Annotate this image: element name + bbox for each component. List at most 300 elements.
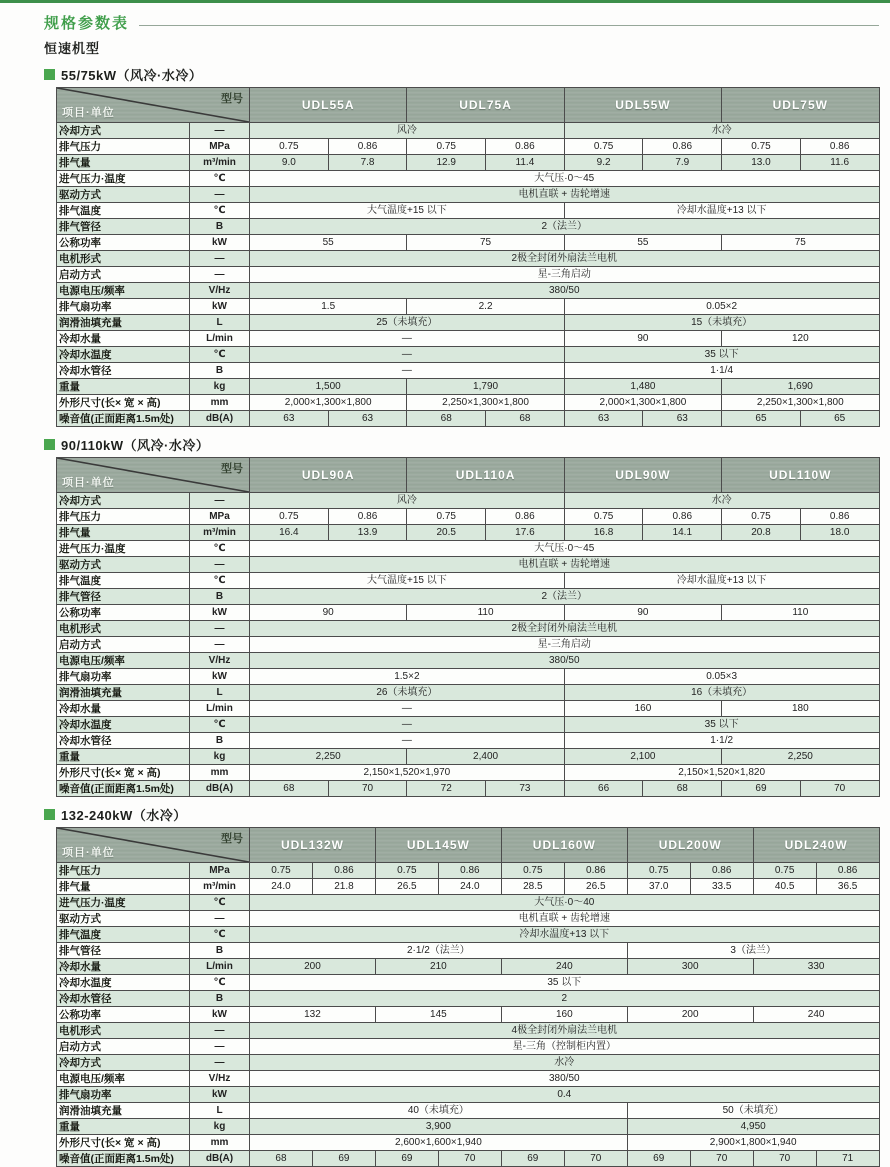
value-cell: 0.75 [250,509,329,525]
model-header-udl55w: UDL55W [564,88,721,123]
row-label: 外形尺寸(长× 宽 × 高) [57,765,190,781]
row-unit: — [190,1023,250,1039]
table-row [57,573,880,589]
model-header-udl90a: UDL90A [250,458,407,493]
value-cell: 65 [800,411,879,427]
row-unit: V/Hz [190,653,250,669]
table-row [57,557,880,573]
row-unit: mm [190,395,250,411]
model-header-udl200w: UDL200W [627,828,753,863]
value-cell: 63 [328,411,407,427]
table-row [57,235,880,251]
value-cell: 240 [753,1007,879,1023]
row-unit: MPa [190,139,250,155]
value-cell: 40（未填充） [250,1103,628,1119]
value-cell: 0.75 [564,139,643,155]
section-title-label: 132-240kW（水冷） [61,808,187,823]
row-label: 噪音值(正面距离1.5m处) [57,1151,190,1167]
value-cell: 11.6 [800,155,879,171]
value-cell: 大气温度+15 以下 [250,203,565,219]
row-label: 进气压力·温度 [57,541,190,557]
table-row [57,541,880,557]
value-cell: 0.86 [438,863,501,879]
row-unit: B [190,589,250,605]
table-row [57,525,880,541]
value-cell: 电机直联 + 齿轮增速 [250,557,880,573]
value-cell: 1,790 [407,379,564,395]
row-label: 启动方式 [57,637,190,653]
model-header-udl240w: UDL240W [753,828,879,863]
table-row [57,701,880,717]
value-cell: 28.5 [501,879,564,895]
row-unit: L/min [190,701,250,717]
row-label: 排气扇功率 [57,669,190,685]
table-row [57,653,880,669]
row-unit: kW [190,1007,250,1023]
value-cell: 90 [564,605,721,621]
table-row [57,347,880,363]
corner-label-item-unit: 项目·单位 [62,107,115,119]
value-cell: 2（法兰） [250,589,880,605]
table-row [57,1135,880,1151]
row-unit: L/min [190,331,250,347]
value-cell: 冷却水温度+13 以下 [250,927,880,943]
value-cell: 0.86 [816,863,879,879]
value-cell: 75 [407,235,564,251]
row-label: 电机形式 [57,251,190,267]
value-cell: 0.75 [250,139,329,155]
row-unit: L [190,1103,250,1119]
table-row [57,411,880,427]
spec-section-1 [44,65,879,427]
row-unit: ℃ [190,975,250,991]
value-cell: 2,000×1,300×1,800 [564,395,721,411]
value-cell: 0.05×2 [564,299,879,315]
model-header-udl132w: UDL132W [250,828,376,863]
row-label: 冷却水量 [57,701,190,717]
value-cell: 0.86 [643,509,722,525]
title-rule [139,25,879,26]
spec-section-2 [44,435,879,797]
value-cell: 4,950 [627,1119,879,1135]
value-cell: 132 [250,1007,376,1023]
row-label: 重量 [57,749,190,765]
table-row [57,1039,880,1055]
row-label: 冷却方式 [57,493,190,509]
table-row [57,203,880,219]
value-cell: 2,250×1,300×1,800 [722,395,879,411]
value-cell: 20.5 [407,525,486,541]
table-row [57,749,880,765]
value-cell: 0.86 [486,509,565,525]
table-row [57,509,880,525]
value-cell: 1.5×2 [250,669,565,685]
value-cell: 210 [375,959,501,975]
value-cell: 69 [312,1151,375,1167]
value-cell: 大气温度+15 以下 [250,573,565,589]
value-cell: 3（法兰） [627,943,879,959]
value-cell: 20.8 [722,525,801,541]
table-row [57,379,880,395]
value-cell: 1.5 [250,299,407,315]
value-cell: 0.75 [407,509,486,525]
value-cell: 1·1/2 [564,733,879,749]
value-cell: 0.86 [800,509,879,525]
table-row [57,927,880,943]
row-label: 排气温度 [57,927,190,943]
value-cell: 380/50 [250,283,880,299]
value-cell: 17.6 [486,525,565,541]
row-label: 公称功率 [57,235,190,251]
value-cell: 2,150×1,520×1,970 [250,765,565,781]
row-unit: — [190,267,250,283]
row-label: 冷却水量 [57,959,190,975]
table-row [57,589,880,605]
value-cell: 240 [501,959,627,975]
value-cell: 1,500 [250,379,407,395]
value-cell: 0.75 [375,863,438,879]
row-label: 排气扇功率 [57,299,190,315]
value-cell: 0.75 [564,509,643,525]
value-cell: 380/50 [250,1071,880,1087]
table-row [57,1103,880,1119]
table-row [57,975,880,991]
row-unit: ℃ [190,541,250,557]
section-title-label: 90/110kW（风冷·水冷） [61,438,210,453]
table-row [57,219,880,235]
value-cell: 0.86 [643,139,722,155]
value-cell: 63 [564,411,643,427]
value-cell: 69 [375,1151,438,1167]
value-cell: 75 [722,235,879,251]
spec-table-2 [56,457,880,797]
value-cell: 70 [800,781,879,797]
page-content [0,3,890,1167]
row-unit: ℃ [190,203,250,219]
corner-cell [57,458,250,493]
row-unit: V/Hz [190,283,250,299]
table-row [57,1087,880,1103]
value-cell: 66 [564,781,643,797]
value-cell: 4极全封闭外扇法兰电机 [250,1023,880,1039]
row-unit: dB(A) [190,411,250,427]
value-cell: 26.5 [564,879,627,895]
row-unit: B [190,219,250,235]
table-row [57,315,880,331]
row-label: 冷却水管径 [57,363,190,379]
table-row [57,267,880,283]
row-label: 冷却水温度 [57,975,190,991]
value-cell: 330 [753,959,879,975]
row-label: 外形尺寸(长× 宽 × 高) [57,1135,190,1151]
value-cell: 21.8 [312,879,375,895]
model-header-udl110w: UDL110W [722,458,879,493]
model-header-udl75a: UDL75A [407,88,564,123]
value-cell: — [250,717,565,733]
table-row [57,1055,880,1071]
table-row [57,363,880,379]
row-label: 排气压力 [57,509,190,525]
row-label: 冷却水管径 [57,991,190,1007]
table-header-row [57,88,880,123]
row-label: 驱动方式 [57,911,190,927]
value-cell: 63 [643,411,722,427]
row-label: 电源电压/频率 [57,1071,190,1087]
value-cell: 2.2 [407,299,564,315]
value-cell: 70 [438,1151,501,1167]
value-cell: 70 [690,1151,753,1167]
value-cell: 2极全封闭外扇法兰电机 [250,621,880,637]
value-cell: 9.0 [250,155,329,171]
value-cell: 0.75 [753,863,816,879]
table-row [57,621,880,637]
corner-cell [57,88,250,123]
value-cell: 0.75 [250,863,313,879]
table-row [57,895,880,911]
value-cell: 90 [564,331,721,347]
row-label: 排气扇功率 [57,1087,190,1103]
value-cell: 68 [250,1151,313,1167]
row-label: 排气量 [57,525,190,541]
row-label: 排气温度 [57,573,190,589]
value-cell: 0.86 [800,139,879,155]
row-label: 排气量 [57,879,190,895]
row-label: 润滑油填充量 [57,1103,190,1119]
corner-label-model: 型号 [221,833,243,845]
row-label: 驱动方式 [57,557,190,573]
row-label: 外形尺寸(长× 宽 × 高) [57,395,190,411]
table-row [57,1007,880,1023]
value-cell: 71 [816,1151,879,1167]
value-cell: 2·1/2（法兰） [250,943,628,959]
row-unit: B [190,733,250,749]
table-header-row [57,458,880,493]
row-label: 驱动方式 [57,187,190,203]
value-cell: 68 [486,411,565,427]
value-cell: 2（法兰） [250,219,880,235]
table-row [57,1071,880,1087]
section-title-label: 55/75kW（风冷·水冷） [61,68,203,83]
table-row [57,493,880,509]
row-label: 电源电压/频率 [57,653,190,669]
value-cell: 65 [722,411,801,427]
value-cell: 13.0 [722,155,801,171]
row-unit: m³/min [190,525,250,541]
row-unit: L [190,685,250,701]
value-cell: 37.0 [627,879,690,895]
row-unit: mm [190,1135,250,1151]
value-cell: 160 [564,701,721,717]
value-cell: 冷却水温度+13 以下 [564,573,879,589]
row-unit: L/min [190,959,250,975]
value-cell: 2,400 [407,749,564,765]
value-cell: 16（未填充） [564,685,879,701]
table-row [57,171,880,187]
row-unit: kW [190,1087,250,1103]
value-cell: 2 [250,991,880,1007]
corner-label-item-unit: 项目·单位 [62,847,115,859]
table-row [57,283,880,299]
value-cell: 68 [250,781,329,797]
row-unit: — [190,637,250,653]
section-title [44,435,879,454]
value-cell: 2,250 [250,749,407,765]
value-cell: 50（未填充） [627,1103,879,1119]
row-label: 冷却水管径 [57,733,190,749]
row-unit: kW [190,235,250,251]
row-unit: ℃ [190,927,250,943]
value-cell: 14.1 [643,525,722,541]
row-label: 启动方式 [57,267,190,283]
value-cell: — [250,363,565,379]
table-row [57,155,880,171]
value-cell: — [250,347,565,363]
value-cell: 35 以下 [564,347,879,363]
row-unit: ℃ [190,895,250,911]
row-unit: m³/min [190,879,250,895]
table-row [57,991,880,1007]
value-cell: 120 [722,331,879,347]
value-cell: 电机直联 + 齿轮增速 [250,187,880,203]
row-unit: — [190,911,250,927]
value-cell: 3,900 [250,1119,628,1135]
value-cell: 180 [722,701,879,717]
value-cell: 大气压·0～45 [250,171,880,187]
value-cell: 2,100 [564,749,721,765]
value-cell: 水冷 [564,493,879,509]
value-cell: 35 以下 [564,717,879,733]
table-row [57,669,880,685]
value-cell: 36.5 [816,879,879,895]
table-row [57,733,880,749]
value-cell: 7.8 [328,155,407,171]
value-cell: 2,150×1,520×1,820 [564,765,879,781]
value-cell: 冷却水温度+13 以下 [564,203,879,219]
table-row [57,1023,880,1039]
table-row [57,879,880,895]
row-label: 排气管径 [57,589,190,605]
spec-tables-container [44,65,879,1167]
value-cell: 星-三角启动 [250,637,880,653]
value-cell: 0.75 [501,863,564,879]
value-cell: 380/50 [250,653,880,669]
row-unit: kW [190,669,250,685]
model-header-udl55a: UDL55A [250,88,407,123]
row-label: 公称功率 [57,605,190,621]
table-row [57,331,880,347]
green-square-icon [44,69,55,80]
value-cell: 0.86 [690,863,753,879]
value-cell: 1,480 [564,379,721,395]
table-row [57,781,880,797]
value-cell: 90 [250,605,407,621]
row-label: 重量 [57,1119,190,1135]
row-label: 冷却水温度 [57,347,190,363]
value-cell: 68 [407,411,486,427]
value-cell: 73 [486,781,565,797]
value-cell: 15（未填充） [564,315,879,331]
value-cell: 0.86 [564,863,627,879]
value-cell: 160 [501,1007,627,1023]
corner-label-model: 型号 [221,463,243,475]
value-cell: 16.4 [250,525,329,541]
value-cell: 大气压·0～45 [250,541,880,557]
value-cell: 电机直联 + 齿轮增速 [250,911,880,927]
value-cell: 2,900×1,800×1,940 [627,1135,879,1151]
row-unit: kW [190,299,250,315]
row-unit: ℃ [190,347,250,363]
spec-table-1 [56,87,880,427]
value-cell: 2极全封闭外扇法兰电机 [250,251,880,267]
value-cell: 水冷 [564,123,879,139]
row-unit: ℃ [190,573,250,589]
value-cell: 星-三角启动 [250,267,880,283]
value-cell: 33.5 [690,879,753,895]
model-header-udl160w: UDL160W [501,828,627,863]
value-cell: 69 [722,781,801,797]
table-row [57,637,880,653]
row-unit: — [190,493,250,509]
table-row [57,685,880,701]
value-cell: 0.86 [312,863,375,879]
value-cell: 25（未填充） [250,315,565,331]
value-cell: 72 [407,781,486,797]
row-unit: MPa [190,509,250,525]
row-unit: dB(A) [190,1151,250,1167]
row-unit: — [190,187,250,203]
table-row [57,395,880,411]
value-cell: 0.05×3 [564,669,879,685]
section-title [44,65,879,84]
spec-section-3 [44,805,879,1167]
row-unit: mm [190,765,250,781]
row-label: 润滑油填充量 [57,685,190,701]
value-cell: 9.2 [564,155,643,171]
value-cell: 0.75 [627,863,690,879]
value-cell: 63 [250,411,329,427]
value-cell: 70 [328,781,407,797]
table-row [57,911,880,927]
row-label: 公称功率 [57,1007,190,1023]
value-cell: 风冷 [250,493,565,509]
table-row [57,123,880,139]
value-cell: 24.0 [250,879,313,895]
value-cell: 0.86 [486,139,565,155]
row-unit: ℃ [190,171,250,187]
value-cell: 11.4 [486,155,565,171]
value-cell: 12.9 [407,155,486,171]
row-label: 排气压力 [57,139,190,155]
row-unit: kg [190,1119,250,1135]
row-label: 冷却方式 [57,1055,190,1071]
row-label: 排气管径 [57,219,190,235]
table-row [57,863,880,879]
table-row [57,299,880,315]
corner-label-item-unit: 项目·单位 [62,477,115,489]
row-label: 重量 [57,379,190,395]
row-unit: dB(A) [190,781,250,797]
row-unit: — [190,1055,250,1071]
value-cell: 110 [722,605,879,621]
main-title-row [44,12,879,33]
value-cell: 69 [627,1151,690,1167]
row-unit: — [190,621,250,637]
value-cell: 7.9 [643,155,722,171]
value-cell: 16.8 [564,525,643,541]
row-label: 进气压力·温度 [57,895,190,911]
row-unit: L [190,315,250,331]
row-label: 排气量 [57,155,190,171]
